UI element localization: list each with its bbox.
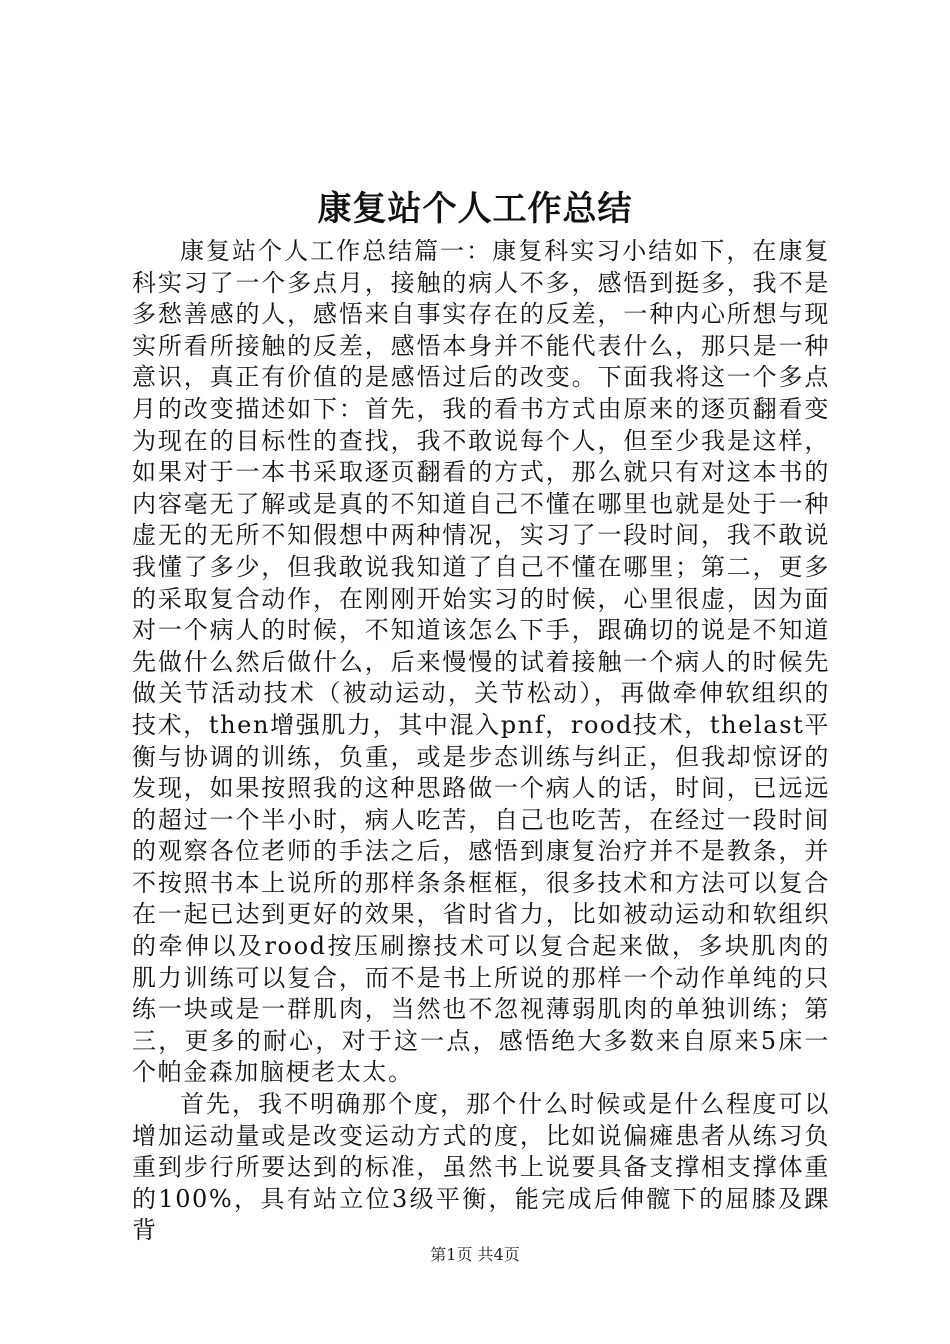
document-title: 康复站个人工作总结 [317,189,633,229]
paragraph-2: 首先，我不明确那个度，那个什么时候或是什么程度可以增加运动量或是改变运动方式的度，比如说偏瘫患者从练习负重到步行所要达到的标准，虽然书上说要具备支撑相支撑体重的100%，具有站立位3级平衡，能完成后伸髋下的屈膝及踝背 [132,1090,830,1245]
paragraph-1: 康复站个人工作总结篇一：康复科实习小结如下，在康复科实习了一个多点月，接触的病人不多，感悟到挺多，我不是多愁善感的人，感悟来自事实存在的反差，一种内心所想与现实所看所接触的反差，感悟本身并不能代表什么，那只是一种意识，真正有价值的是感悟过后的改变。下面我将这一个多点月的改变描述如下：首先，我的看书方式由原来的逐页翻看变为现在的目标性的查找，我不敢说每个人，但至少我是这样，如果对于一本书采取逐页翻看的方式，那么就只有对这本书的内容毫无了解或是真的不知道自己不懂在哪里也就是处于一种虚无的无所不知假想中两种情况，实习了一段时间，我不敢说我懂了多少，但我敢说我知道了自己不懂在哪里；第二，更多的采取复合动作，在刚刚开始实习的时候，心里很虚，因为面对一个病人的时候，不知道该怎么下手，跟确切的说是不知道先做什么然后做什么，后来慢慢的试着接触一个病人的时候先做关节活动技术（被动运动，关节松动），再做牵伸软组织的技术，then增强肌力，其中混入pnf，rood技术，thelast平衡与协调的训练，负重，或是步态训练与纠正，但我却惊讶的发现，如果按照我的这种思路做一个病人的话，时间，已远远的超过一个半小时，病人吃苦，自己也吃苦，在经过一段时间的观察各位老师的手法之后，感悟到康复治疗并不是教条，并不按照书本上说所的那样条条框框，很多技术和方法可以复合在一起已达到更好的效果，省时省力，比如被动运动和软组织的牵伸以及rood按压刷擦技术可以复合起来做，多块肌肉的肌力训练可以复合，而不是书上所说的那样一个动作单纯的只练一块或是一群肌肉，当然也不忽视薄弱肌肉的单独训练；第三，更多的耐心，对于这一点，感悟绝大多数来自原来5床一个帕金森加脑梗老太太。 [132,237,830,1087]
document-body [132,236,830,1247]
page-footer: 第1页 共4页 [430,1245,520,1264]
